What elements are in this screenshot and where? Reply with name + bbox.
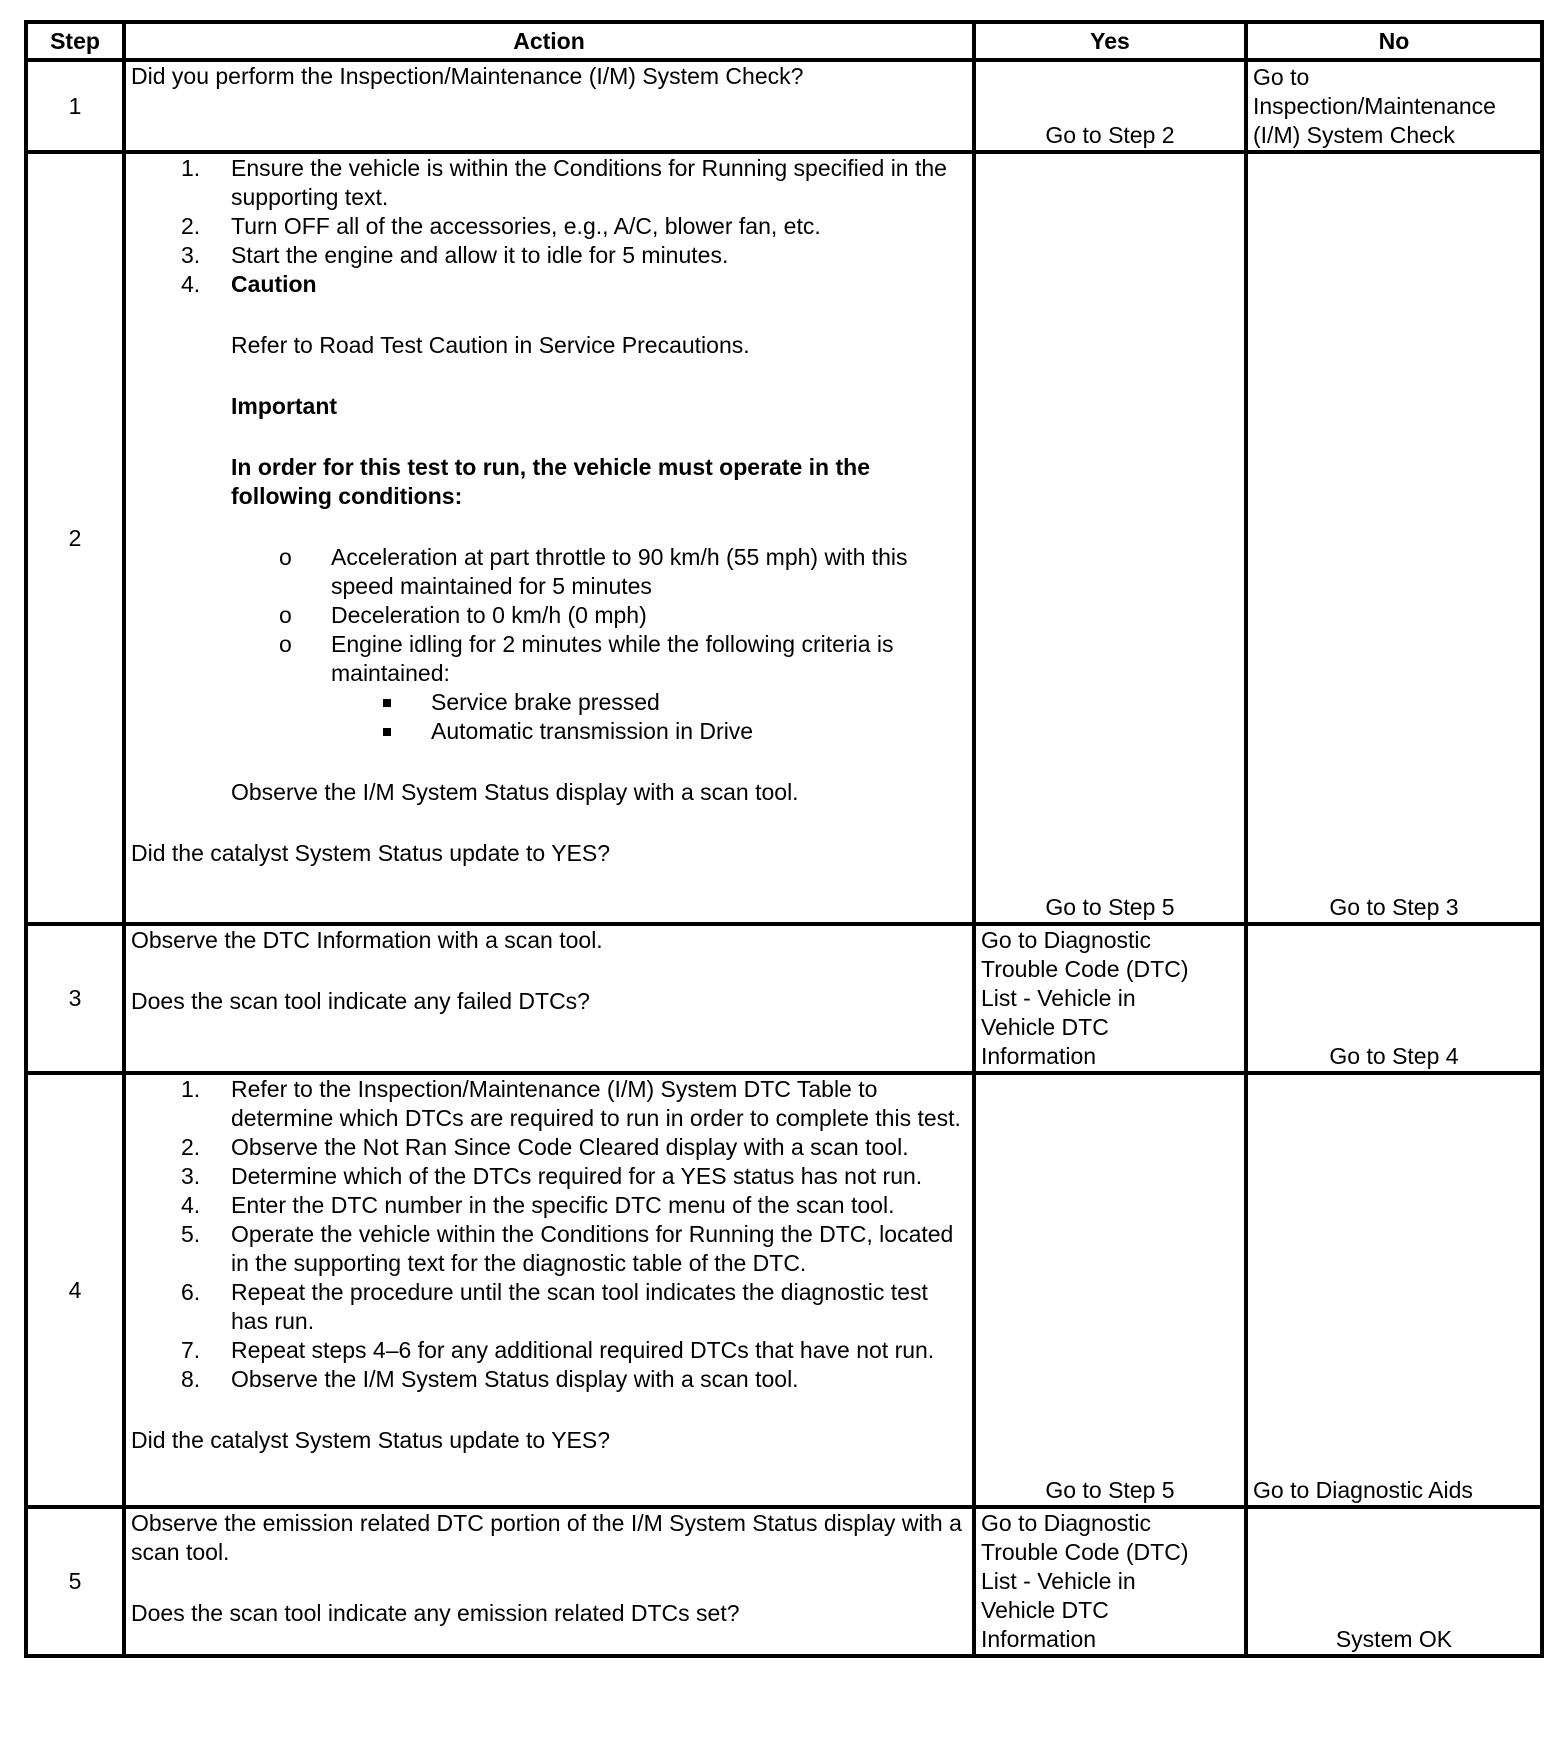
header-action: Action — [124, 22, 974, 60]
list-item — [131, 154, 967, 212]
bullet-symbol: o — [279, 602, 292, 628]
yes-link[interactable]: Go to Step 5 — [974, 1073, 1246, 1507]
header-no: No — [1246, 22, 1542, 60]
list-item-text: Acceleration at part throttle to 90 km/h (55 mph) with this speed maintained for 5 minutes — [331, 544, 908, 599]
step-number: 4 — [26, 1073, 124, 1507]
list-item-number: 8. — [181, 1366, 201, 1392]
list-item-number: 4. — [181, 271, 201, 297]
yes-link[interactable]: Go to Step 5 — [974, 152, 1246, 924]
header-row — [26, 22, 1542, 60]
no-link[interactable]: Go to Step 4 — [1246, 924, 1542, 1073]
step-number: 2 — [26, 152, 124, 924]
step-number: 1 — [26, 60, 124, 152]
procedure-list — [131, 154, 967, 299]
list-item-number: 2. — [181, 213, 201, 239]
action-question: Did the catalyst System Status update to YES? — [131, 840, 611, 866]
list-item-text: Refer to the Inspection/Maintenance (I/M) System DTC Table to determine which DTCs are required to run in order to complete this test. — [231, 1076, 961, 1131]
observe-text: Observe the I/M System Status display with a scan tool. — [231, 779, 799, 805]
list-item-text: Determine which of the DTCs required for a YES status has not run. — [231, 1163, 923, 1189]
list-item-text: Service brake pressed — [431, 689, 660, 715]
header-step: Step — [26, 22, 124, 60]
no-link-line: (I/M) System Check — [1253, 122, 1455, 148]
list-item — [131, 1162, 967, 1191]
action-instruction: Observe the emission related DTC portion of the I/M System Status display with a scan tool. — [131, 1510, 962, 1565]
no-link-line: Go to — [1253, 64, 1310, 90]
list-item-text: Ensure the vehicle is within the Conditions for Running specified in the supporting text. — [231, 155, 947, 210]
yes-link-line: Go to Diagnostic — [981, 1510, 1152, 1536]
bullet-symbol: o — [279, 544, 292, 570]
list-item — [131, 212, 967, 241]
list-item — [131, 1365, 967, 1394]
square-bullet-icon — [383, 699, 391, 707]
table-row-step-2 — [26, 152, 1542, 924]
action-cell — [124, 1507, 974, 1656]
action-question: Does the scan tool indicate any failed DTCs? — [131, 988, 590, 1014]
list-item-number: 2. — [181, 1134, 201, 1160]
list-item — [279, 630, 967, 746]
list-item-number: 1. — [181, 155, 201, 181]
table-row-step-3 — [26, 924, 1542, 1073]
list-item-number: 6. — [181, 1279, 201, 1305]
list-item — [131, 241, 967, 270]
yes-link-line: Trouble Code (DTC) — [981, 956, 1189, 982]
caution-heading: Caution — [231, 271, 317, 297]
list-item — [431, 688, 967, 717]
list-item — [131, 1075, 967, 1133]
important-heading: Important — [231, 393, 338, 419]
action-instruction: Observe the DTC Information with a scan tool. — [131, 927, 603, 953]
yes-link[interactable] — [974, 1507, 1246, 1656]
table-row-step-4 — [26, 1073, 1542, 1507]
action-question: Does the scan tool indicate any emission related DTCs set? — [131, 1600, 740, 1626]
caution-text: Refer to Road Test Caution in Service Precautions. — [231, 332, 750, 358]
table-row-step-5 — [26, 1507, 1542, 1656]
list-item — [131, 1191, 967, 1220]
action-cell — [124, 924, 974, 1073]
yes-link-line: Information — [981, 1626, 1097, 1652]
list-item — [131, 1220, 967, 1278]
action-cell — [124, 152, 974, 924]
procedure-list — [131, 1075, 967, 1394]
list-item — [131, 1336, 967, 1365]
list-item-number: 5. — [181, 1221, 201, 1247]
yes-link-line: Go to Diagnostic — [981, 927, 1152, 953]
action-cell — [124, 1073, 974, 1507]
list-item-text: Start the engine and allow it to idle for 5 minutes. — [231, 242, 729, 268]
list-item-text: Engine idling for 2 minutes while the following criteria is maintained: — [331, 631, 894, 686]
no-link[interactable]: Go to Diagnostic Aids — [1246, 1073, 1542, 1507]
list-item-text: Observe the I/M System Status display with a scan tool. — [231, 1366, 799, 1392]
yes-link-line: List - Vehicle in — [981, 985, 1136, 1011]
list-item-number: 7. — [181, 1337, 201, 1363]
action-question: Did you perform the Inspection/Maintenance (I/M) System Check? — [131, 63, 804, 89]
step-number: 5 — [26, 1507, 124, 1656]
step-number: 3 — [26, 924, 124, 1073]
list-item — [431, 717, 967, 746]
action-cell — [124, 60, 974, 152]
list-item-text: Turn OFF all of the accessories, e.g., A/C, blower fan, etc. — [231, 213, 821, 239]
list-item-text: Repeat steps 4–6 for any additional required DTCs that have not run. — [231, 1337, 935, 1363]
list-item-text: Deceleration to 0 km/h (0 mph) — [331, 602, 647, 628]
no-link[interactable]: System OK — [1246, 1507, 1542, 1656]
list-item-number: 3. — [181, 1163, 201, 1189]
list-item — [279, 601, 967, 630]
bullet-symbol: o — [279, 631, 292, 657]
yes-link-line: Trouble Code (DTC) — [981, 1539, 1189, 1565]
list-item — [131, 1133, 967, 1162]
yes-link-line: Information — [981, 1043, 1097, 1069]
no-link[interactable]: Go to Step 3 — [1246, 152, 1542, 924]
list-item-text: Observe the Not Ran Since Code Cleared display with a scan tool. — [231, 1134, 909, 1160]
square-bullet-icon — [383, 728, 391, 736]
important-text: In order for this test to run, the vehicle must operate in the following conditions: — [231, 454, 870, 509]
list-item-text: Operate the vehicle within the Conditions for Running the DTC, located in the supporting text for the diagnostic table of the DTC. — [231, 1221, 954, 1276]
yes-link[interactable] — [974, 924, 1246, 1073]
list-item-number: 4. — [181, 1192, 201, 1218]
criteria-list — [331, 688, 967, 746]
list-item-number: 1. — [181, 1076, 201, 1102]
list-item-text: Repeat the procedure until the scan tool indicates the diagnostic test has run. — [231, 1279, 928, 1334]
list-item-number: 3. — [181, 242, 201, 268]
list-item — [131, 1278, 967, 1336]
header-yes: Yes — [974, 22, 1246, 60]
list-item-text: Automatic transmission in Drive — [431, 718, 754, 744]
conditions-list — [131, 543, 967, 746]
no-link-line: Inspection/Maintenance — [1253, 93, 1496, 119]
yes-link[interactable]: Go to Step 2 — [974, 60, 1246, 152]
yes-link-line: Vehicle DTC — [981, 1014, 1109, 1040]
table-row-step-1 — [26, 60, 1542, 152]
list-item — [131, 270, 967, 299]
diagnostic-table — [24, 20, 1544, 1658]
list-item — [279, 543, 967, 601]
yes-link-line: Vehicle DTC — [981, 1597, 1109, 1623]
yes-link-line: List - Vehicle in — [981, 1568, 1136, 1594]
action-question: Did the catalyst System Status update to YES? — [131, 1427, 611, 1453]
no-link[interactable] — [1246, 60, 1542, 152]
list-item-text: Enter the DTC number in the specific DTC menu of the scan tool. — [231, 1192, 895, 1218]
